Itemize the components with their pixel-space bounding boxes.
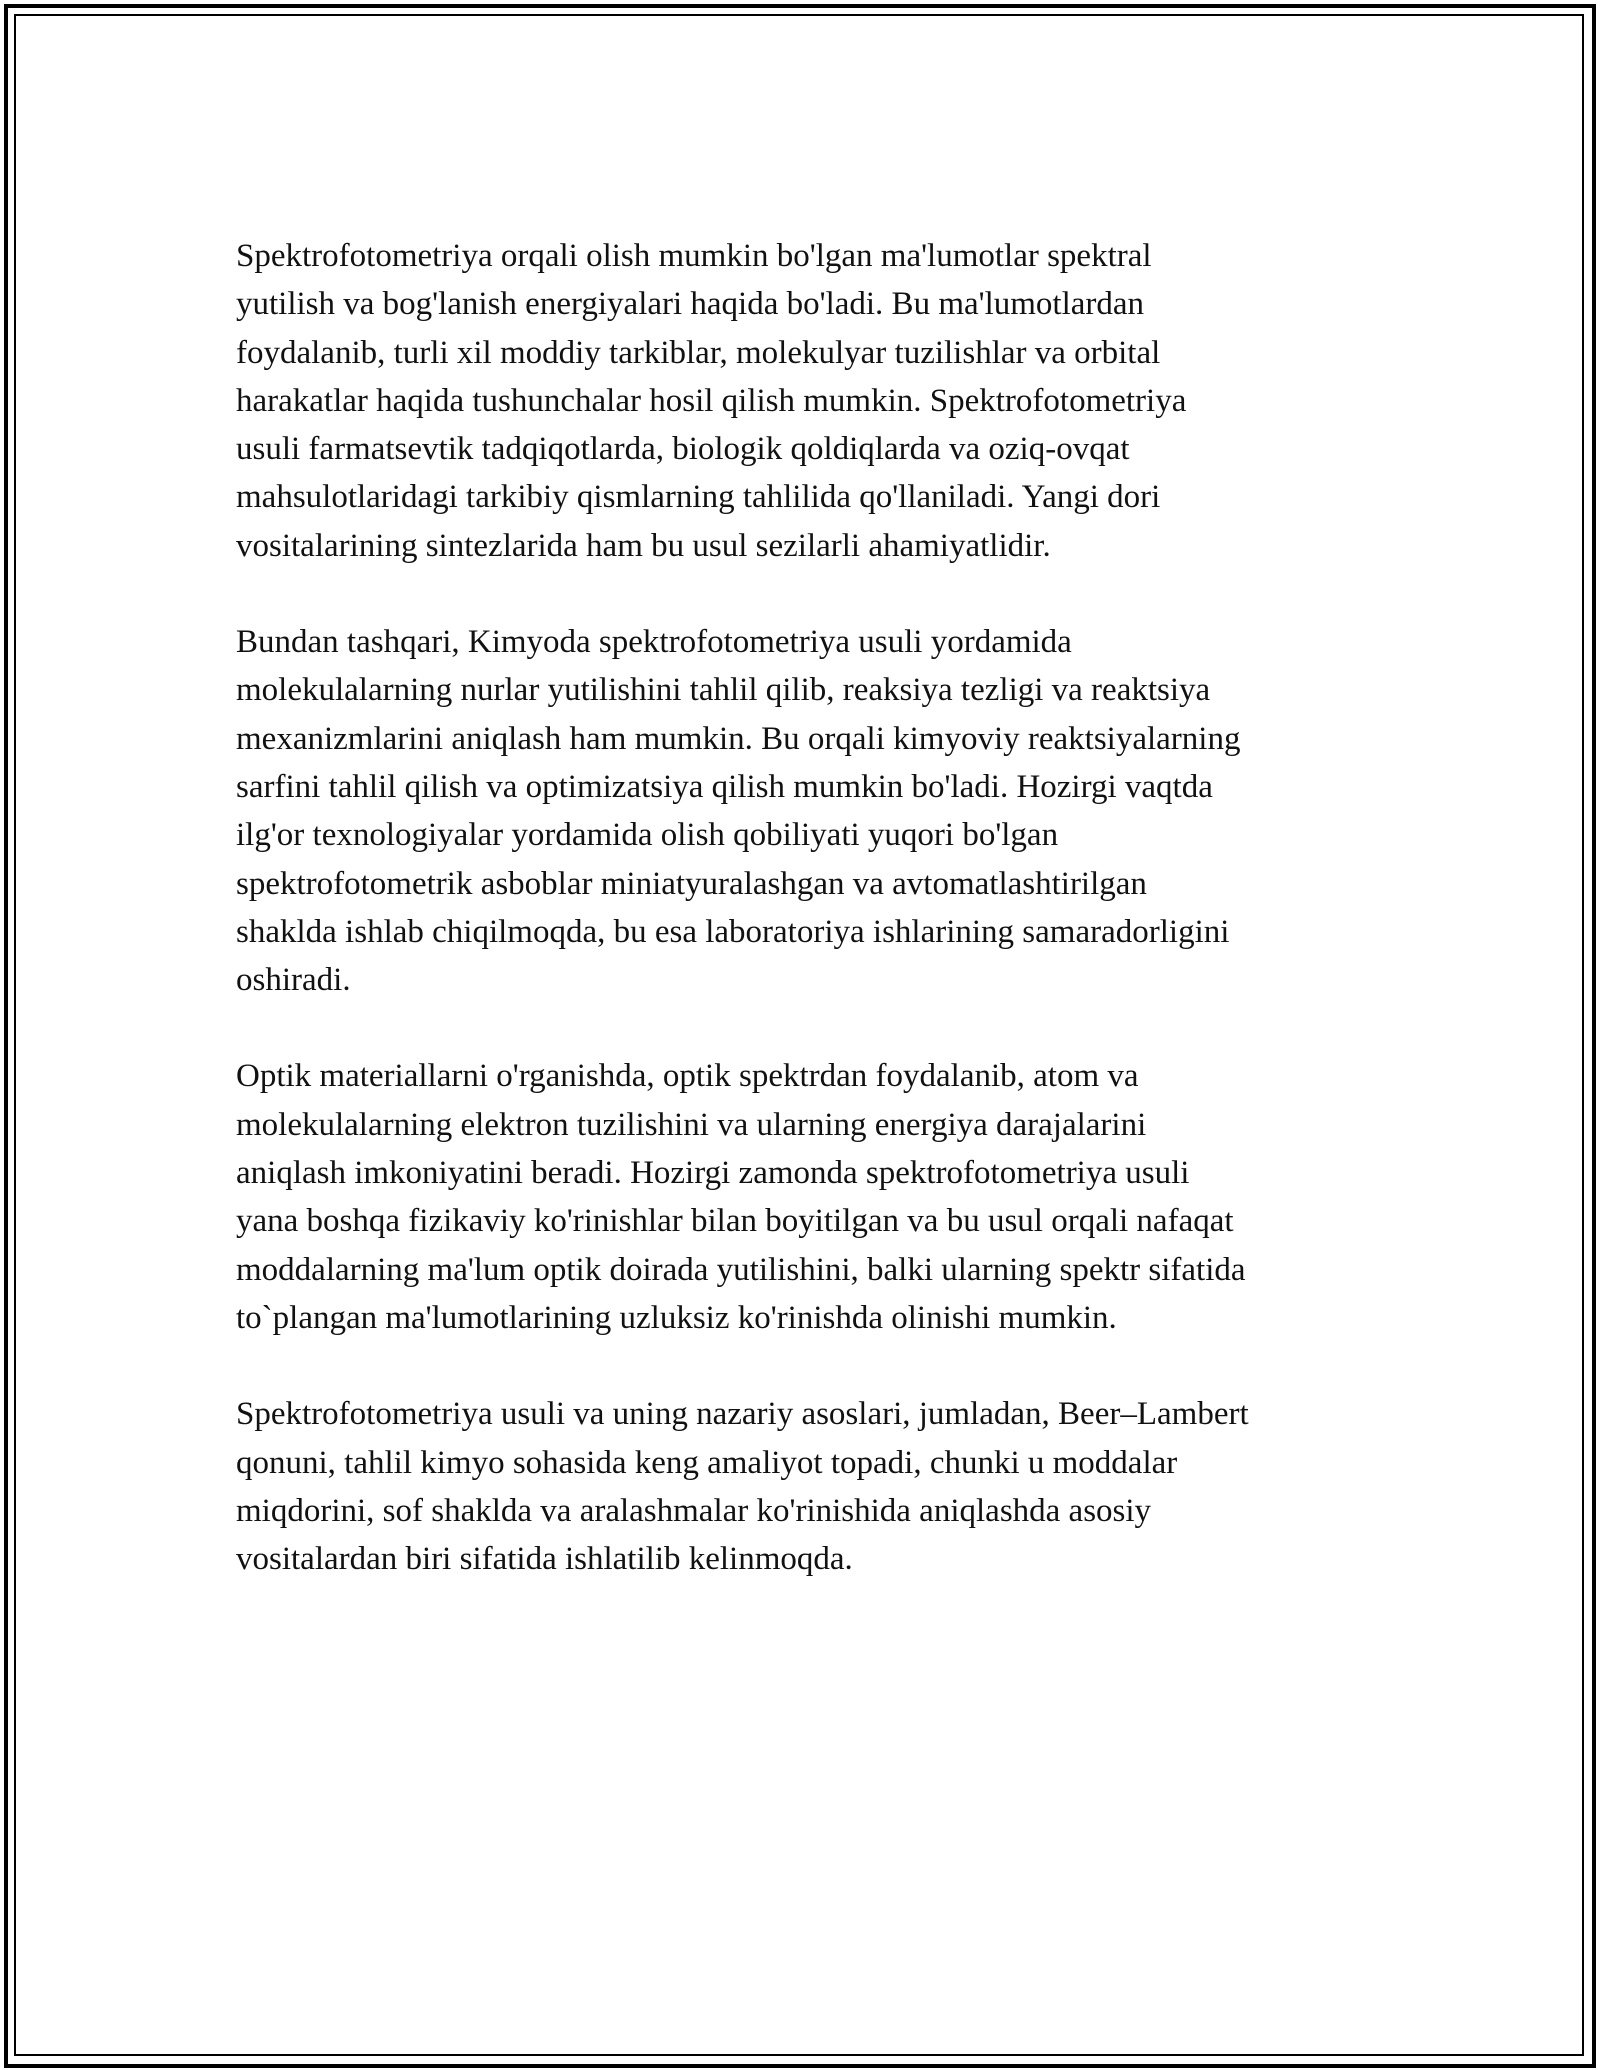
paragraph-4: Spektrofotometriya usuli va uning nazariy asoslari, jumladan, Beer–Lambert qonuni, tahlil kimyo sohasida keng amaliyot topadi, chunki u moddalar miqdorini, sof shaklda va aralashmalar ko'rinishida aniqlashda asosiy vositalardan biri sifatida ishlatilib kelinmoqda. [236, 1396, 1249, 1578]
paragraph-3: Optik materiallarni o'rganishda, optik spektrdan foydalanib, atom va molekulalarning elektron tuzilishini va ularning energiya darajalarini aniqlash imkoniyatini beradi. Hozirgi zamonda spektrofotometriya usuli yana boshqa fizikaviy ko'rinishlar bilan boyitilgan va bu usul orqali nafaqat moddalarning ma'lum optik doirada yutilishini, balki ularning spektr sifatida to`plangan ma'lumotlarining uzluksiz ko'rinishda olinishi mumkin. [236, 1058, 1246, 1336]
paragraph-2: Bundan tashqari, Kimyoda spektrofotometriya usuli yordamida molekulalarning nurlar yutilishini tahlil qilib, reaksiya tezligi va reaktsiya mexanizmlarini aniqlash ham mumkin. Bu orqali kimyoviy reaktsiyalarning sarfini tahlil qilish va optimizatsiya qilish mumkin bo'ladi. Hozirgi vaqtda ilg'or texnologiyalar yordamida olish qobiliyati yuqori bo'lgan spektrofotometrik asboblar miniatyuralashgan va avtomatlashtirilgan shaklda ishlab chiqilmoqda, bu esa laboratoriya ishlarining samaradorligini oshiradi. [236, 624, 1241, 999]
paragraph-1: Spektrofotometriya orqali olish mumkin bo'lgan ma'lumotlar spektral yutilish va bog'lanish energiyalari haqida bo'ladi. Bu ma'lumotlardan foydalanib, turli xil moddiy tarkiblar, molekulyar tuzilishlar va orbital harakatlar haqida tushunchalar hosil qilish mumkin. Spektrofotometriya usuli farmatsevtik tadqiqotlarda, biologik qoldiqlarda va oziq-ovqat mahsulotlaridagi tarkibiy qismlarning tahlilida qo'llaniladi. Yangi dori vositalarining sintezlarida ham bu usul sezilarli ahamiyatlidir. [236, 238, 1187, 564]
document-body [236, 232, 1366, 1631]
